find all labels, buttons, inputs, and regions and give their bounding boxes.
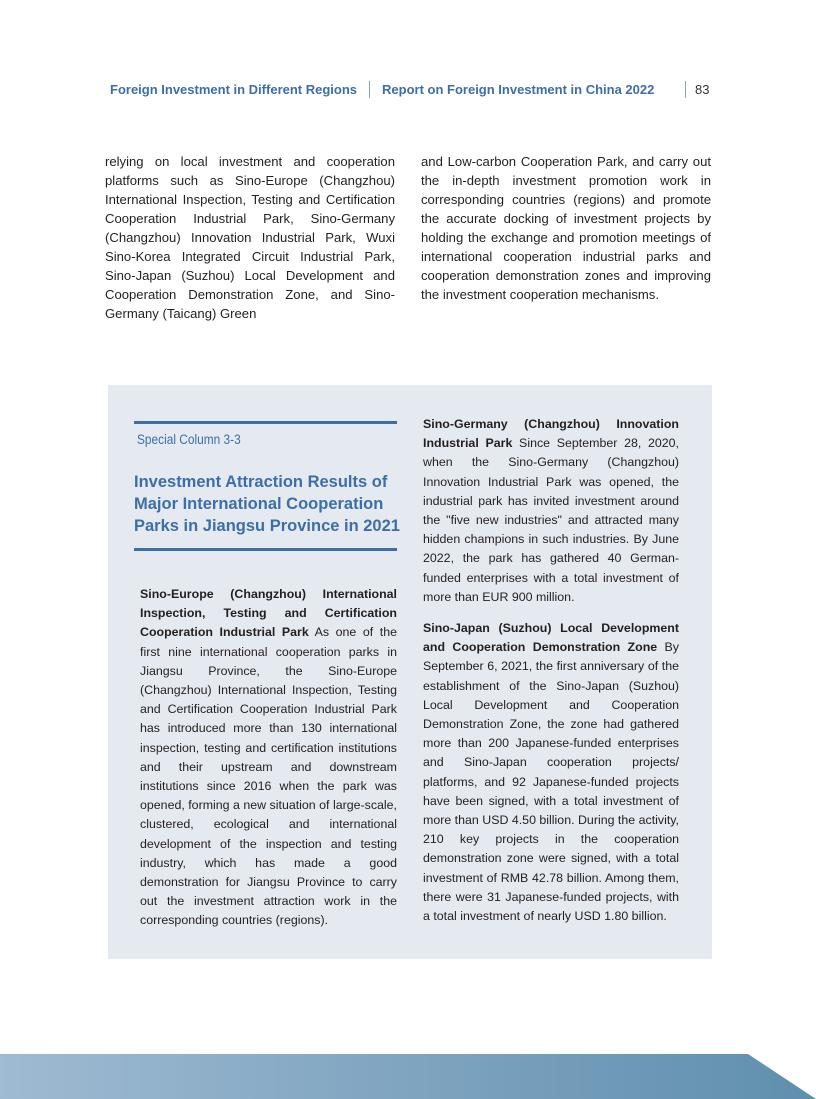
- special-column-left-column: [140, 585, 397, 943]
- special-column-top-rule: [134, 421, 397, 424]
- page-number-block: [685, 79, 709, 99]
- entry-heading: Sino-Germany (Changzhou) Innovation Industrial Park: [423, 417, 679, 451]
- body-paragraph-right: and Low-carbon Cooperation Park, and carry out the in-depth investment promotion work in corresponding countries (regions) and promote the accurate docking of investment projects by holding the exchange and promotion meetings of international cooperation industrial parks and cooperation demonstration zones and improving the investment cooperation mechanisms.: [421, 154, 711, 302]
- page-number: 83: [695, 81, 710, 97]
- entry-heading: Sino-Europe (Changzhou) International Inspection, Testing and Certification Cooperation Industrial Park: [140, 587, 397, 640]
- footer-band: [0, 1054, 816, 1099]
- body-paragraph-left: relying on local investment and cooperation platforms such as Sino-Europe (Changzhou) International Inspection, Testing and Certification Cooperation Industrial Park, Sino-Germany (Changzhou) Innovation Industrial Park, Wuxi Sino-Korea Integrated Circuit Industrial Park, Sino-Japan (Suzhou) Local Development and Cooperation Demonstration Zone, and Sino-Germany (Taicang) Green: [105, 154, 395, 321]
- entry-text: As one of the first nine international cooperation parks in Jiangsu Province, the Sino-Europe (Changzhou) International Inspection, Testing and Certification Cooperation Industrial Park has introduced more than 130 international inspection, testing and certification institutions and their upstream and downstream institutions since 2016 when the park was opened, forming a new situation of large-scale, clustered, ecological and international development of the inspection and testing industry, which has made a good demonstration for Jiangsu Province to carry out the investment attraction work in the corresponding countries (regions).: [140, 625, 398, 928]
- footer-band-shape: [0, 1054, 816, 1099]
- special-column-right-column: [423, 415, 679, 938]
- entry-paragraph: [423, 619, 679, 926]
- entry-paragraph: [140, 585, 397, 931]
- body-column-right: [421, 152, 711, 304]
- special-column-label: Special Column 3-3: [137, 432, 241, 447]
- entry-text: Since September 28, 2020, when the Sino-Germany (Changzhou) Innovation Industrial Park was opened, the industrial park has invited investment around the "five new industries" and attracted many hidden champions in such industries. By June 2022, the park has gathered 40 German-funded enterprises with a total investment of more than EUR 900 million.: [423, 436, 680, 604]
- body-column-left: [105, 152, 395, 323]
- entry-text: By September 6, 2021, the first anniversary of the establishment of the Sino-Japan (Suzhou) Local Development and Cooperation Demonstration Zone, the zone had gathered more than 200 Japanese-funded enterprises and Sino-Japan cooperation projects/ platforms, and 92 Japanese-funded projects have been signed, with a total investment of more than USD 4.50 billion. During the activity, 210 key projects in the cooperation demonstration zone were signed, with a total investment of RMB 42.78 billion. Among them, there were 31 Japanese-funded projects, with a total investment of nearly USD 1.80 billion.: [423, 640, 679, 924]
- special-column-title: Investment Attraction Results of Major International Cooperation Parks in Jiangsu Province in 2021: [134, 473, 400, 535]
- special-column-bottom-rule: [134, 548, 397, 551]
- entry-paragraph: [423, 415, 679, 607]
- running-header: [110, 79, 654, 99]
- header-report-title: Report on Foreign Investment in China 2022: [382, 81, 655, 97]
- header-section-title: Foreign Investment in Different Regions: [110, 81, 358, 97]
- entry-heading: Sino-Japan (Suzhou) Local Development and Cooperation Demonstration Zone: [423, 621, 679, 655]
- page-number-divider: [685, 81, 686, 98]
- header-divider: [369, 81, 370, 98]
